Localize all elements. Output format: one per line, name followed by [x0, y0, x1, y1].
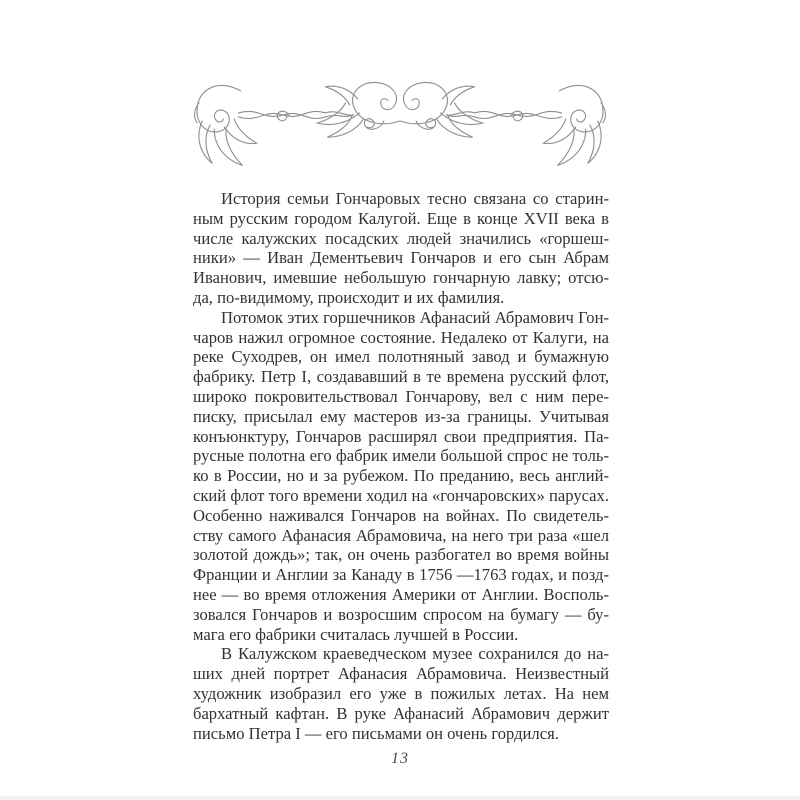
text-line: Иванович, имевшие небольшую гончарную лавку; отсю-: [193, 268, 609, 288]
paragraph: [193, 189, 609, 308]
text-line: В Калужском краеведческом музее сохранился до на-: [221, 644, 609, 664]
text-line: ники» — Иван Дементьевич Гончаров и его сын Абрам: [193, 248, 609, 268]
text-line: фабрику. Петр I, создававший в те времена русский флот,: [193, 367, 609, 387]
text-line: да, по-видимому, происходит и их фамилия.: [193, 287, 505, 307]
text-line: русные полотна его фабрик имели большой спрос не толь-: [193, 446, 609, 466]
text-line: ко в России, но и за рубежом. По преданию, весь англий-: [193, 466, 609, 486]
text-line: бархатный кафтан. В руке Афанасий Абрамович держит: [193, 703, 609, 723]
text-line: письмо Петра I — его письмами он очень гордился.: [193, 723, 559, 743]
text-line: Особенно наживался Гончаров на войнах. По свидетель-: [193, 505, 609, 525]
text-line: нее — во время отложения Америки от Англии. Восполь-: [193, 584, 609, 604]
text-line: ству самого Афанасия Абрамовича, на него три раза «шел: [193, 525, 609, 545]
text-line: ным русским городом Калугой. Еще в конце XVII века в: [193, 208, 609, 228]
text-line: чаров нажил огромное состояние. Недалеко от Калуги, на: [193, 327, 609, 347]
text-line: художник изобразил его уже в пожилых летах. На нем: [193, 683, 609, 703]
text-line: ский флот того времени ходил на «гончаровских» парусах.: [193, 485, 609, 505]
page-bottom-edge: [0, 796, 800, 800]
text-line: ших дней портрет Афанасия Абрамовича. Неизвестный: [193, 664, 609, 684]
text-line: реке Суходрев, он имел полотняный завод и бумажную: [193, 347, 609, 367]
text-line: писку, присылал ему мастеров из-за границы. Учитывая: [193, 406, 609, 426]
text-line: мага его фабрики считалась лучшей в России.: [193, 624, 519, 644]
text-line: История семьи Гончаровых тесно связана со старин-: [221, 189, 609, 208]
floral-flourish-icon: [188, 72, 612, 170]
text-line: зовался Гончаров и возросшим спросом на бумагу — бу-: [193, 604, 609, 624]
text-line: конъюнктуру, Гончаров расширял свои предприятия. Па-: [193, 426, 609, 446]
text-line: числе калужских посадских людей значились «горшеш-: [193, 228, 609, 248]
page-number: 13: [391, 750, 409, 767]
text-line: Потомок этих горшечников Афанасий Абрамович Гон-: [221, 307, 609, 327]
text-line: Франции и Англии за Канаду в 1756 —1763 годах, и позд-: [193, 565, 609, 585]
text-line: широко покровительствовал Гончарову, вел с ним пере-: [193, 386, 609, 406]
text-line: золотой дождь»; так, он очень разбогател во время войны: [193, 545, 609, 565]
header-ornament: [188, 72, 612, 170]
paragraph: [193, 644, 609, 743]
text-block: [193, 189, 609, 743]
paragraph: [193, 308, 609, 645]
